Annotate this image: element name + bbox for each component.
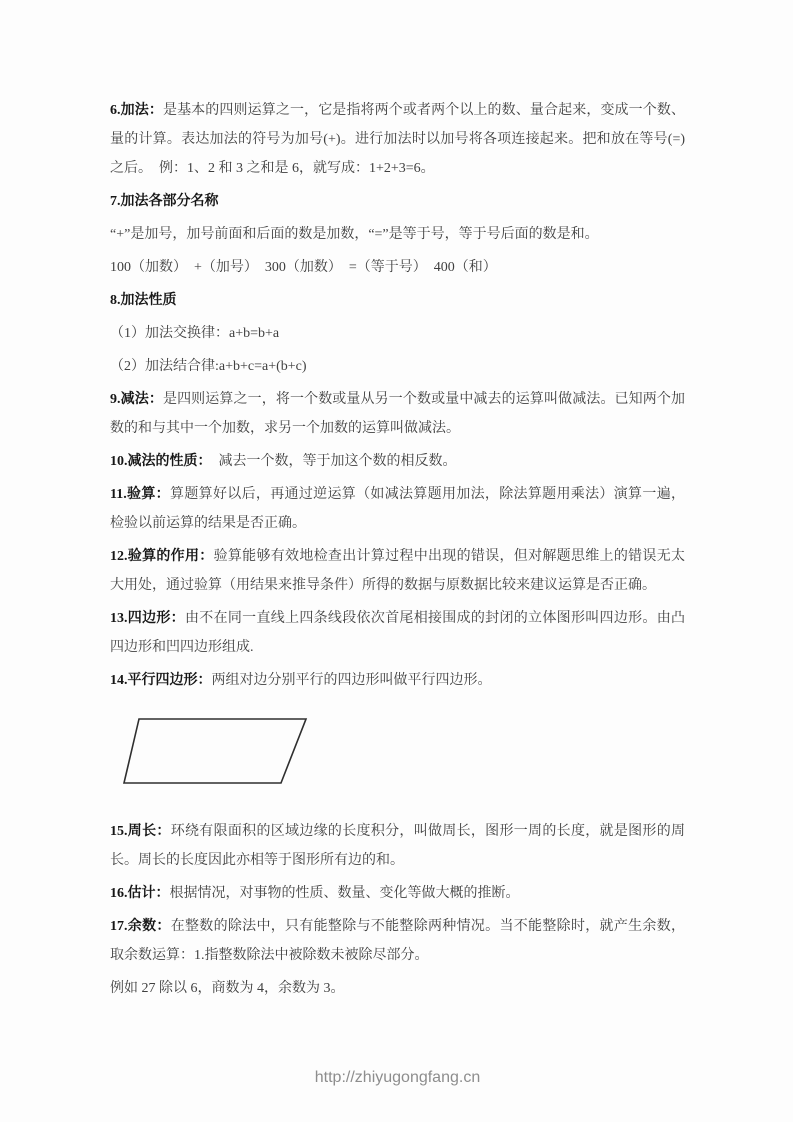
term-label-checking: 11.验算：	[110, 487, 170, 502]
definition-item-16	[110, 879, 685, 908]
term-text-subtraction: 是四则运算之一，将一个数或量从另一个数或量中减去的运算叫做减法。已知两个加数的和与其中一个加数，求另一个加数的运算叫做减法。	[110, 392, 686, 436]
definition-item-6	[110, 96, 685, 183]
term-text-remainder: 在整数的除法中，只有能整除与不能整除两种情况。当不能整除时，就产生余数，取余数运算：1.指整数除法中被除数未被除尽部分。	[110, 919, 686, 963]
term-label-remainder: 17.余数：	[110, 919, 171, 934]
definition-item-15	[110, 817, 685, 875]
item17-example: 例如 27 除以 6，商数为 4，余数为 3。	[110, 981, 345, 996]
watermark-url: http://zhiyugongfang.cn	[314, 1069, 481, 1086]
term-text-perimeter: 环绕有限面积的区域边缘的长度积分，叫做周长，图形一周的长度，就是图形的周长。周长的长度因此亦相等于图形所有边的和。	[110, 824, 686, 868]
section-heading-7: 7.加法各部分名称	[110, 194, 219, 209]
item7-explanation: “+”是加号，加号前面和后面的数是加数，“=”是等于号，等于号后面的数是和。	[110, 227, 599, 242]
definition-item-14	[110, 666, 685, 695]
term-label-checking-purpose: 12.验算的作用：	[110, 549, 214, 564]
parallelogram-drawing	[122, 717, 308, 785]
definition-item-17	[110, 912, 685, 970]
term-text-subtraction-property: 减去一个数，等于加这个数的相反数。	[204, 454, 457, 469]
term-label-subtraction: 9.减法：	[110, 392, 163, 407]
definition-item-10	[110, 447, 685, 476]
item8-commutative-law: （1）加法交换律：a+b=b+a	[110, 326, 280, 341]
term-label-addition: 6.加法：	[110, 103, 163, 118]
parallelogram-figure	[122, 717, 308, 785]
term-text-parallelogram: 两组对边分别平行的四边形叫做平行四边形。	[211, 673, 492, 688]
document-content	[110, 96, 685, 1003]
term-label-estimation: 16.估计：	[110, 886, 170, 901]
term-label-perimeter: 15.周长：	[110, 824, 171, 839]
term-text-estimation: 根据情况，对事物的性质、数量、变化等做大概的推断。	[169, 886, 520, 901]
term-text-quadrilateral: 由不在同一直线上四条线段依次首尾相接围成的封闭的立体图形叫四边形。由凸四边形和凹四边形组成.	[110, 611, 686, 655]
section-heading-8: 8.加法性质	[110, 293, 177, 308]
item7-example-equation: 100（加数） +（加号） 300（加数） =（等于号） 400（和）	[110, 260, 497, 275]
definition-item-11	[110, 480, 685, 538]
term-text-addition: 是基本的四则运算之一，它是指将两个或者两个以上的数、量合起来，变成一个数、量的计算。表达加法的符号为加号(+)。进行加法时以加号将各项连接起来。把和放在等号(=)之后。 例：1、2 和 3 之和是 6，就写成：1+2+3=6。	[110, 103, 686, 176]
term-text-checking-purpose: 验算能够有效地检查出计算过程中出现的错误，但对解题思维上的错误无太大用处，通过验算（用结果来推导条件）所得的数据与原数据比较来建议运算是否正确。	[110, 549, 686, 593]
definition-item-9	[110, 385, 685, 443]
definition-item-12	[110, 542, 685, 600]
definition-item-13	[110, 604, 685, 662]
term-text-checking: 算题算好以后，再通过逆运算（如减法算题用加法，除法算题用乘法）演算一遍，检验以前运算的结果是否正确。	[110, 487, 686, 531]
term-label-quadrilateral: 13.四边形：	[110, 611, 185, 626]
item8-associative-law: （2）加法结合律:a+b+c=a+(b+c)	[110, 359, 307, 374]
term-label-parallelogram: 14.平行四边形：	[110, 673, 212, 688]
term-label-subtraction-property: 10.减法的性质：	[110, 454, 205, 469]
